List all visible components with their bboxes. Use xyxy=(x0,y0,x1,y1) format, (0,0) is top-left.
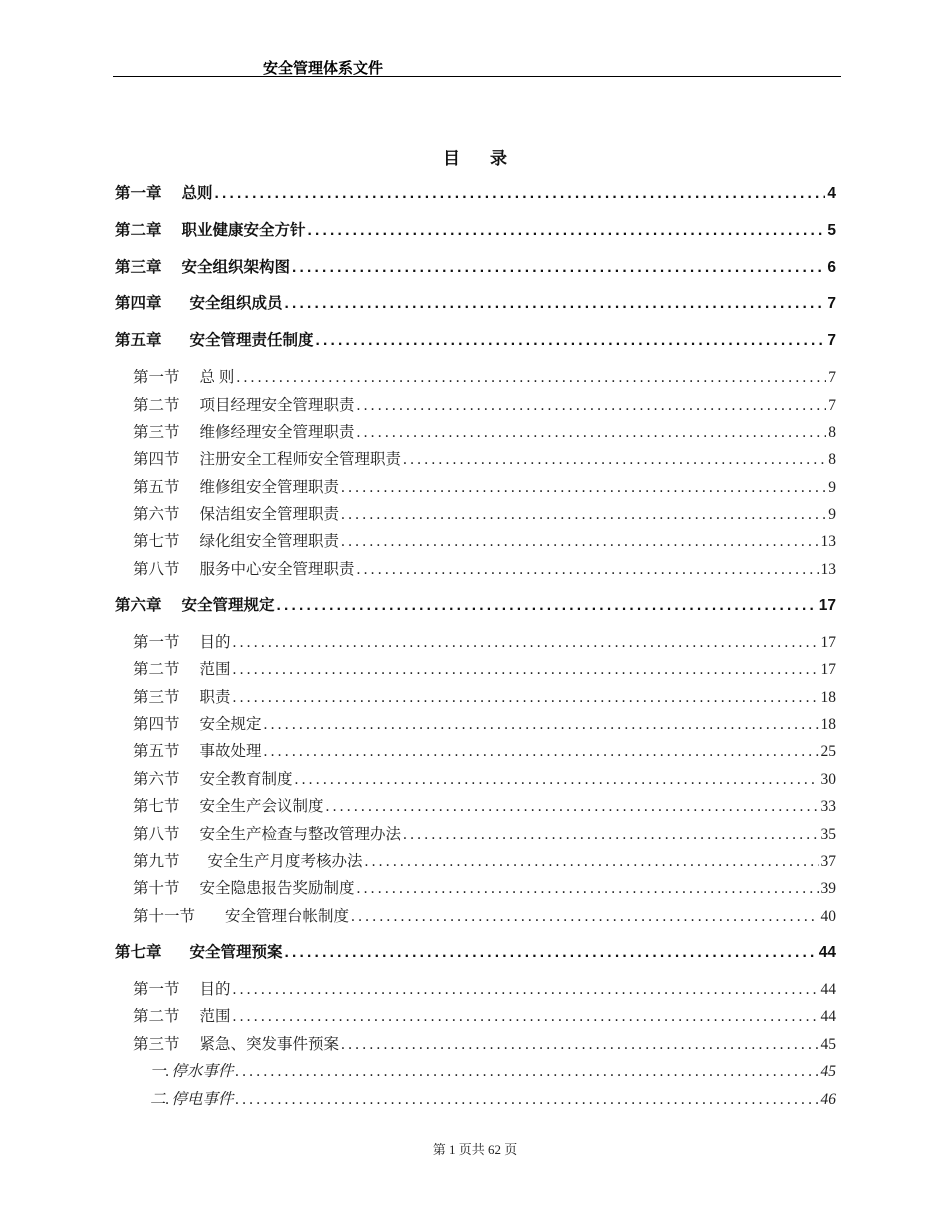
dot-leader xyxy=(357,561,819,579)
toc-entry-section[interactable] xyxy=(133,822,836,844)
toc-entry-page: 44 xyxy=(818,944,836,961)
toc-entry-label: 第四章 xyxy=(115,295,162,312)
toc-entry-title: 职责 xyxy=(199,689,231,706)
toc-entry-label: 第七节 xyxy=(133,798,180,815)
dot-leader xyxy=(235,1091,818,1109)
toc-entry-section[interactable] xyxy=(133,876,836,898)
toc-entry-chapter[interactable] xyxy=(115,181,836,203)
toc-entry-page: 44 xyxy=(820,1008,836,1025)
toc-entry-section[interactable] xyxy=(133,557,836,579)
toc-entry-page: 18 xyxy=(820,689,836,706)
toc-entry-title: 总 则 xyxy=(199,369,235,386)
toc-entry-sub[interactable] xyxy=(150,1087,836,1109)
toc-entry-page: 5 xyxy=(827,222,836,239)
toc-entry-label: 第一节 xyxy=(133,369,180,386)
dot-leader xyxy=(292,259,825,277)
toc-entry-label: 第八节 xyxy=(133,561,180,578)
toc-entry-section[interactable] xyxy=(133,393,836,415)
dot-leader xyxy=(285,944,817,962)
toc-entry-title: 维修经理安全管理职责 xyxy=(199,424,355,441)
dot-leader xyxy=(403,451,826,469)
toc-entry-section[interactable] xyxy=(133,904,836,926)
dot-leader xyxy=(235,1063,818,1081)
toc-entry-title: 保洁组安全管理职责 xyxy=(199,506,340,523)
toc-entry-section[interactable] xyxy=(133,794,836,816)
toc-entry-page: 46 xyxy=(820,1091,836,1108)
toc-entry-page: 8 xyxy=(828,451,836,468)
header-title: 安全管理体系文件 xyxy=(263,60,384,77)
toc-entry-title: 绿化组安全管理职责 xyxy=(199,533,340,550)
dot-leader xyxy=(316,332,826,350)
toc-entry-label: 第五节 xyxy=(133,743,180,760)
toc-entry-label: 第七节 xyxy=(133,533,180,550)
toc-entry-section[interactable] xyxy=(133,502,836,524)
toc-entry-title: 目的 xyxy=(199,981,231,998)
toc-entry-chapter[interactable] xyxy=(115,328,836,350)
dot-leader xyxy=(357,424,827,442)
dot-leader xyxy=(264,716,819,734)
toc-entry-page: 37 xyxy=(820,853,836,870)
toc-entry-label: 第十一节 xyxy=(133,908,196,925)
toc-entry-page: 45 xyxy=(820,1063,836,1080)
toc-entry-title: 安全管理责任制度 xyxy=(189,332,314,349)
toc-entry-title: 安全规定 xyxy=(199,716,262,733)
toc-entry-page: 13 xyxy=(820,561,836,578)
toc-entry-chapter[interactable] xyxy=(115,255,836,277)
dot-leader xyxy=(233,661,819,679)
toc-entry-section[interactable] xyxy=(133,712,836,734)
toc-entry-title: 安全生产会议制度 xyxy=(199,798,324,815)
toc-entry-label: 第一章 xyxy=(115,185,162,202)
toc-entry-chapter[interactable] xyxy=(115,218,836,240)
toc-entry-title: 紧急、突发事件预案 xyxy=(199,1036,340,1053)
toc-entry-label: 第三节 xyxy=(133,424,180,441)
toc-entry-section[interactable] xyxy=(133,739,836,761)
toc-entry-page: 30 xyxy=(820,771,836,788)
dot-leader xyxy=(233,981,819,999)
toc-entry-title: 安全管理规定 xyxy=(181,597,275,614)
toc-entry-label: 第四节 xyxy=(133,716,180,733)
toc-entry-page: 18 xyxy=(820,716,836,733)
toc-entry-title: 安全教育制度 xyxy=(199,771,293,788)
dot-leader xyxy=(295,771,819,789)
toc-entry-label: 一. xyxy=(150,1063,170,1080)
toc-entry-page: 35 xyxy=(820,826,836,843)
page-header xyxy=(113,56,841,77)
toc-entry-section[interactable] xyxy=(133,977,836,999)
toc-entry-label: 第六节 xyxy=(133,771,180,788)
toc-entry-label: 第二节 xyxy=(133,661,180,678)
toc-entry-section[interactable] xyxy=(133,1004,836,1026)
dot-leader xyxy=(365,853,819,871)
toc-entry-label: 第七章 xyxy=(115,944,162,961)
toc-entry-chapter[interactable] xyxy=(115,291,836,313)
toc-entry-section[interactable] xyxy=(133,365,836,387)
toc-entry-page: 8 xyxy=(828,424,836,441)
dot-leader xyxy=(351,908,818,926)
toc-entry-title: 职业健康安全方针 xyxy=(181,222,306,239)
toc-entry-page: 7 xyxy=(828,369,836,386)
toc-entry-page: 17 xyxy=(820,634,836,651)
toc-entry-title: 安全管理预案 xyxy=(189,944,283,961)
toc-entry-page: 9 xyxy=(828,506,836,523)
toc-entry-title: 停电事件 xyxy=(171,1091,234,1108)
dot-leader xyxy=(233,1008,819,1026)
toc-entry-label: 二. xyxy=(150,1091,170,1108)
toc-entry-page: 33 xyxy=(820,798,836,815)
toc-entry-chapter[interactable] xyxy=(115,593,836,615)
dot-leader xyxy=(403,826,818,844)
toc-entry-label: 第六章 xyxy=(115,597,162,614)
toc-entry-label: 第一节 xyxy=(133,981,180,998)
dot-leader xyxy=(341,506,826,524)
toc-entry-title: 事故处理 xyxy=(199,743,262,760)
toc-entry-label: 第十节 xyxy=(133,880,180,897)
toc-entry-page: 17 xyxy=(818,597,836,614)
toc-entry-page: 39 xyxy=(820,880,836,897)
toc-entry-section[interactable] xyxy=(133,630,836,652)
dot-leader xyxy=(341,479,826,497)
toc-entry-label: 第九节 xyxy=(133,853,180,870)
toc-entry-page: 25 xyxy=(820,743,836,760)
toc-entry-sub[interactable] xyxy=(150,1059,836,1081)
toc-entry-title: 总则 xyxy=(181,185,213,202)
toc-entry-title: 目的 xyxy=(199,634,231,651)
toc-entry-label: 第二节 xyxy=(133,1008,180,1025)
toc-entry-page: 7 xyxy=(827,332,836,349)
toc-entry-page: 44 xyxy=(820,981,836,998)
toc-entry-section[interactable] xyxy=(133,849,836,871)
dot-leader xyxy=(357,880,819,898)
toc-entry-section[interactable] xyxy=(133,420,836,442)
toc-entry-label: 第二节 xyxy=(133,397,180,414)
toc-entry-title: 安全组织架构图 xyxy=(181,259,291,276)
dot-leader xyxy=(357,397,827,415)
toc-entry-title: 维修组安全管理职责 xyxy=(199,479,340,496)
dot-leader xyxy=(236,369,826,387)
toc-title: 目录 xyxy=(443,149,537,168)
toc-entry-section[interactable] xyxy=(133,529,836,551)
toc-entry-title: 范围 xyxy=(199,661,231,678)
toc-entry-page: 4 xyxy=(827,185,836,202)
toc-entry-section[interactable] xyxy=(133,1032,836,1054)
dot-leader xyxy=(341,533,818,551)
toc-entry-label: 第八节 xyxy=(133,826,180,843)
toc-entry-label: 第五节 xyxy=(133,479,180,496)
toc-entry-page: 13 xyxy=(820,533,836,550)
dot-leader xyxy=(326,798,819,816)
toc-entry-label: 第四节 xyxy=(133,451,180,468)
toc-entry-section[interactable] xyxy=(133,447,836,469)
dot-leader xyxy=(341,1036,818,1054)
toc-entry-title: 安全生产月度考核办法 xyxy=(207,853,363,870)
toc-entry-section[interactable] xyxy=(133,767,836,789)
toc-entry-title: 安全管理台帐制度 xyxy=(225,908,350,925)
dot-leader xyxy=(264,743,819,761)
toc-entry-label: 第三节 xyxy=(133,1036,180,1053)
toc-entry-page: 9 xyxy=(828,479,836,496)
toc-entry-page: 17 xyxy=(820,661,836,678)
dot-leader xyxy=(233,634,819,652)
toc-entry-section[interactable] xyxy=(133,475,836,497)
dot-leader xyxy=(277,597,817,615)
toc-entry-label: 第一节 xyxy=(133,634,180,651)
dot-leader xyxy=(308,222,826,240)
page-footer: 第 1 页共 62 页 xyxy=(432,1142,518,1157)
toc-entry-page: 40 xyxy=(820,908,836,925)
toc-entry-title: 安全组织成员 xyxy=(189,295,283,312)
toc-entry-title: 安全生产检查与整改管理办法 xyxy=(199,826,402,843)
toc-entry-page: 6 xyxy=(827,259,836,276)
toc-entry-title: 服务中心安全管理职责 xyxy=(199,561,355,578)
toc-entry-title: 注册安全工程师安全管理职责 xyxy=(199,451,402,468)
toc-entry-label: 第三节 xyxy=(133,689,180,706)
toc-entry-page: 45 xyxy=(820,1036,836,1053)
toc-entry-section[interactable] xyxy=(133,685,836,707)
dot-leader xyxy=(233,689,819,707)
toc-entry-label: 第五章 xyxy=(115,332,162,349)
dot-leader xyxy=(215,185,826,203)
toc-entry-label: 第三章 xyxy=(115,259,162,276)
dot-leader xyxy=(285,295,826,313)
toc-entry-label: 第二章 xyxy=(115,222,162,239)
toc-entry-title: 范围 xyxy=(199,1008,231,1025)
toc-entry-label: 第六节 xyxy=(133,506,180,523)
toc-entry-page: 7 xyxy=(828,397,836,414)
toc-entry-section[interactable] xyxy=(133,657,836,679)
toc-entry-page: 7 xyxy=(827,295,836,312)
toc-entry-title: 项目经理安全管理职责 xyxy=(199,397,355,414)
toc-entry-title: 停水事件 xyxy=(171,1063,234,1080)
toc-entry-title: 安全隐患报告奖励制度 xyxy=(199,880,355,897)
toc-entry-chapter[interactable] xyxy=(115,940,836,962)
